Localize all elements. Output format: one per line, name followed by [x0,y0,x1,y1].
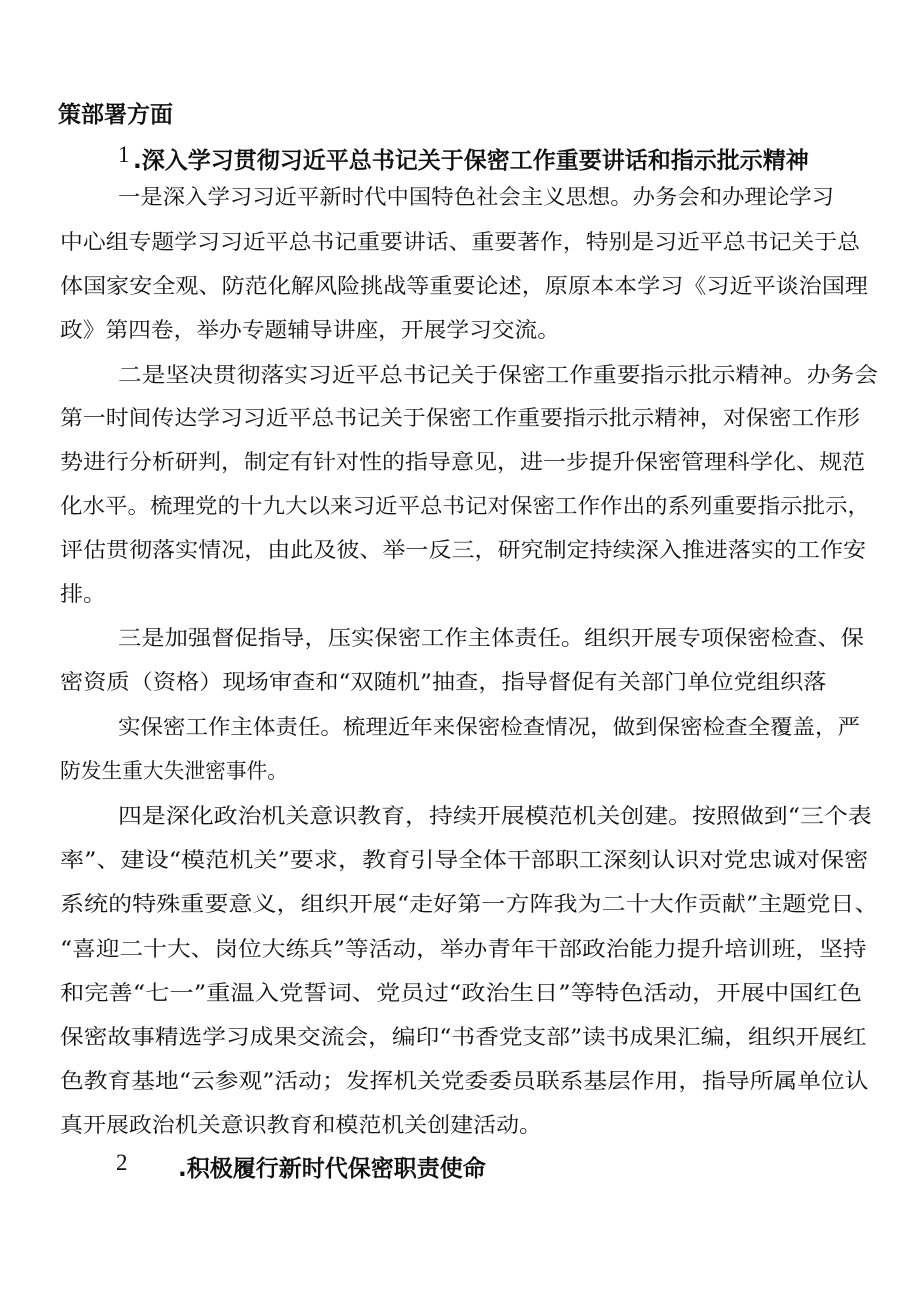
para3-line: 实保密工作主体责任。梳理近年来保密检查情况，做到保密检查全覆盖，严 [118,715,860,739]
item1-number: 1 [118,142,130,167]
para4-line: 系统的特殊重要意义，组织开展“走好第一方阵我为二十大作贡献”主题党日、 [60,892,879,916]
para2-line: 第一时间传达学习习近平总书记关于保密工作重要指示批示精神，对保密工作形 [60,406,860,430]
para2-line: 二是坚决贯彻落实习近平总书记关于保密工作重要指示批示精神。办务会 [118,363,878,387]
para4-line: 和完善“七一”重温入党誓词、党员过“政治生日”等特色活动，开展中国红色 [60,981,862,1005]
item2-title: .积极履行新时代保密职责使命 [178,1156,486,1182]
para4-line: 真开展政治机关意识教育和模范机关创建活动。 [60,1113,542,1137]
para2-line: 排。 [60,582,106,606]
para3-line: 防发生重大失泄密事件。 [60,759,288,783]
para4-line: 四是深化政治机关意识教育，持续开展模范机关创建。按照做到“三个表 [118,804,872,828]
para4-line: 色教育基地“云参观”活动；发挥机关党委委员联系基层作用，指导所属单位认 [60,1069,869,1093]
para1-line: 政》第四卷，举办专题辅导讲座，开展学习交流。 [60,318,560,342]
item2-number: 2 [116,1150,128,1175]
section-heading: 策部署方面 [58,102,173,128]
para4-line: 保密故事精选学习成果交流会，编印“书香党支部”读书成果汇编，组织开展红 [60,1025,867,1049]
para1-line: 体国家安全观、防范化解风险挑战等重要论述，原原本本学习《习近平谈治国理 [60,274,868,298]
para2-line: 势进行分析研判，制定有针对性的指导意见，进一步提升保密管理科学化、规范 [60,450,865,474]
para3-line: 三是加强督促指导，压实保密工作主体责任。组织开展专项保密检查、保 [118,626,865,650]
para4-line: “喜迎二十大、岗位大练兵”等活动，举办青年干部政治能力提升培训班，坚持 [60,937,867,961]
para1-line: 一是深入学习习近平新时代中国特色社会主义思想。办务会和办理论学习 [118,185,834,209]
para2-line: 化水平。梳理党的十九大以来习近平总书记对保密工作作出的系列重要指示批示， [60,494,870,518]
item1-title: .深入学习贯彻习近平总书记关于保密工作重要讲话和指示批示精神 [133,148,809,174]
para3-line: 密资质（资格）现场审查和“双随机”抽查，指导督促有关部门单位党组织落 [60,670,827,694]
para2-line: 评估贯彻落实情况，由此及彼、举一反三，研究制定持续深入推进落实的工作安 [60,538,866,562]
para1-line: 中心组专题学习习近平总书记重要讲话、重要著作，特别是习近平总书记关于总 [60,230,860,254]
para4-line: 率”、建设“模范机关”要求，教育引导全体干部职工深刻认识对党忠诚对保密 [60,848,869,872]
